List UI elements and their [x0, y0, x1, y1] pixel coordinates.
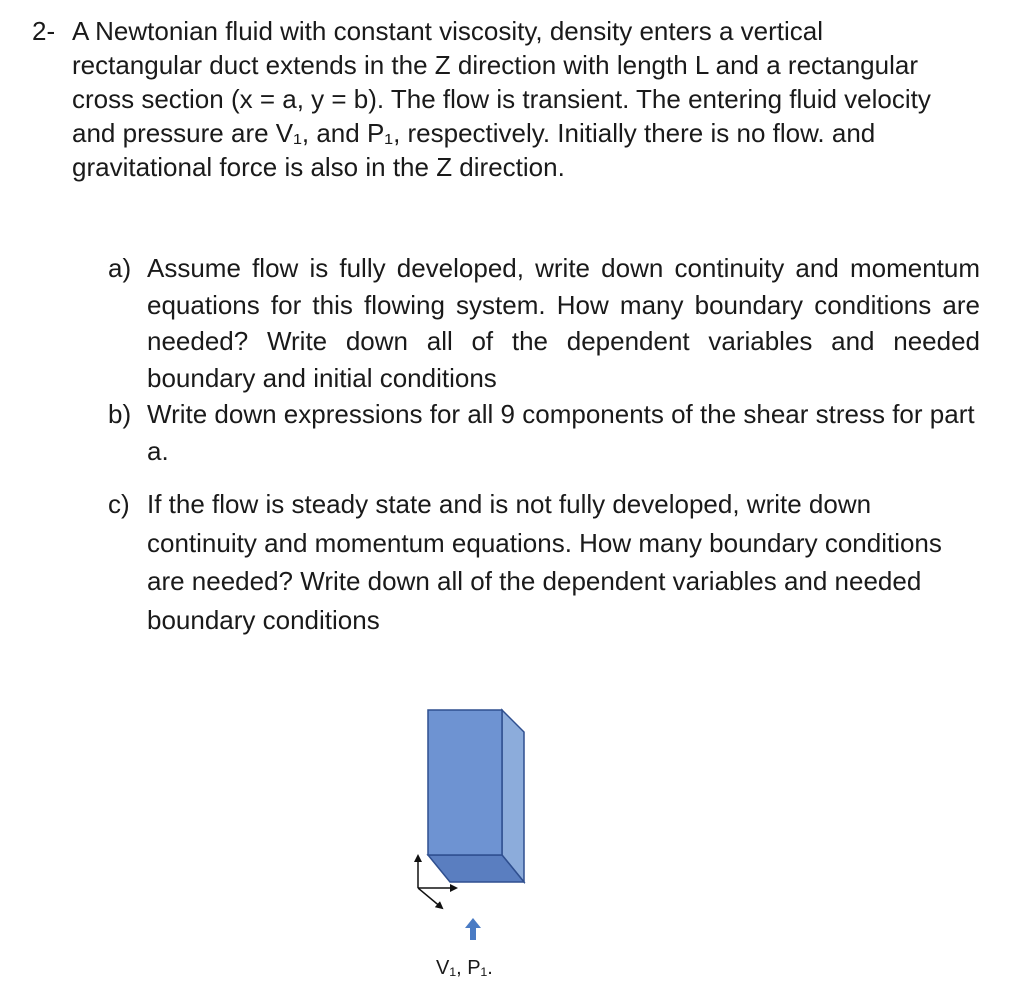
problem-number: 2-	[32, 16, 56, 46]
duct-side-face	[502, 710, 524, 882]
duct-diagram	[400, 700, 580, 995]
part-c	[108, 485, 980, 639]
part-b-text: Write down expressions for all 9 components of the shear stress for part a.	[147, 399, 975, 466]
inlet-label: V₁, P₁.	[436, 957, 493, 979]
part-a-text: Assume flow is fully developed, write down continuity and momentum equations for this flowing system. How many boundary conditions are needed? Write down all of the dependent variables and needed boundary and initial conditions	[147, 253, 980, 393]
y-axis-arrow	[418, 888, 442, 908]
part-c-label: c)	[108, 489, 130, 519]
duct-front-face	[428, 710, 502, 855]
problem-statement	[32, 14, 932, 184]
part-b-label: b)	[108, 399, 132, 429]
inlet-flow-arrow-icon	[465, 918, 481, 940]
question-parts	[108, 250, 980, 639]
part-c-text: If the flow is steady state and is not fully developed, write down continuity and momentum equations. How many boundary conditions are needed? Write down all of the dependent variables and needed boundary conditions	[147, 489, 942, 635]
duct-figure	[400, 700, 580, 995]
problem-text: A Newtonian fluid with constant viscosity, density enters a vertical rectangular duct extends in the Z direction with length L and a rectangular cross section (x = a, y = b). The flow is transient. The entering fluid velocity and pressure are V₁, and P₁, respectively. Initially there is no flow. and gravitational force is also in the Z direction.	[72, 16, 931, 182]
part-b	[108, 396, 980, 469]
part-a-label: a)	[108, 253, 132, 283]
part-a	[108, 250, 980, 396]
